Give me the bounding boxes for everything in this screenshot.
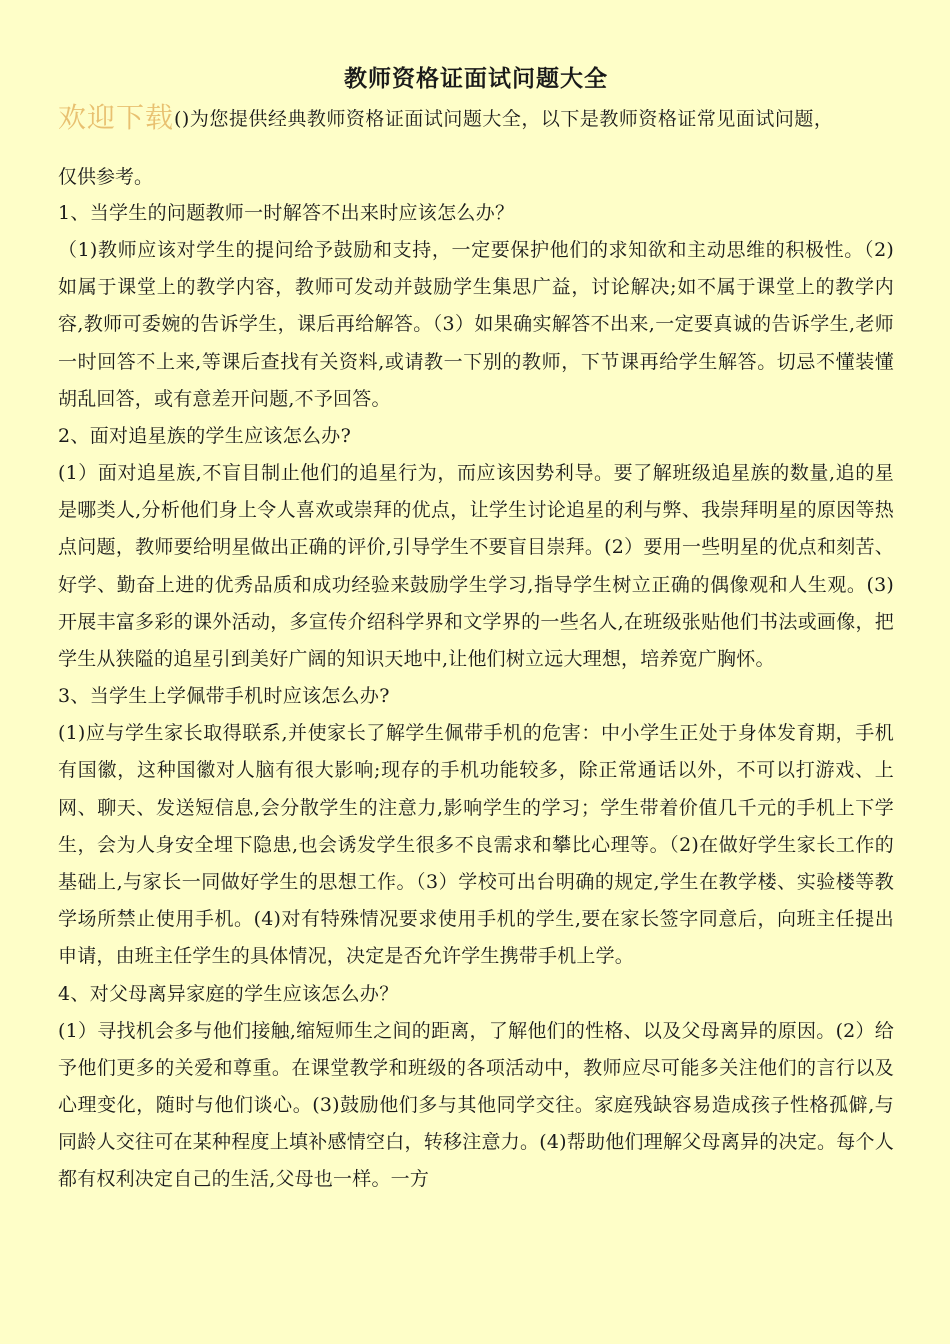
answer-3: (1)应与学生家长取得联系,并使家长了解学生佩带手机的危害：中小学生正处于身体发育期，手机有国徽，这种国徽对人脑有很大影响;现存的手机功能较多，除正常通话以外，不可以打游戏、上网、聊天、发送短信息,会分散学生的注意力,影响学生的学习；学生带着价值几千元的手机上下学生，会为人身安全埋下隐患,也会诱发学生很多不良需求和攀比心理等。（2)在做好学生家长工作的基础上,与家长一同做好学生的思想工作。（3）学校可出台明确的规定,学生在教学楼、实验楼等教学场所禁止使用手机。(4)对有特殊情况要求使用手机的学生,要在家长签字同意后，向班主任提出申请，由班主任学生的具体情况，决定是否允许学生携带手机上学。: [58, 722, 894, 968]
question-1: 1、当学生的问题教师一时解答不出来时应该怎么办？: [58, 202, 515, 224]
intro-text: ()为您提供经典教师资格证面试问题大全，以下是教师资格证常见面试问题，: [174, 108, 834, 130]
intro-tail: 仅供参考。: [58, 166, 154, 188]
question-3: 3、当学生上学佩带手机时应该怎么办?: [58, 685, 390, 708]
answer-4: (1）寻找机会多与他们接触,缩短师生之间的距离，了解他们的性格、以及父母离异的原因。(2）给予他们更多的关爱和尊重。在课堂教学和班级的各项活动中，教师应尽可能多关注他们的言行以及心理变化，随时与他们谈心。(3)鼓励他们多与其他同学交往。家庭残缺容易造成孩子性格孤僻,与同龄人交往可在某种程度上填补感情空白，转移注意力。(4)帮助他们理解父母离异的决定。每个人都有权利决定自己的生活,父母也一样。一方: [58, 1019, 894, 1191]
answer-2: (1）面对追星族,不盲目制止他们的追星行为，而应该因势利导。要了解班级追星族的数量,追的星是哪类人,分析他们身上令人喜欢或崇拜的优点，让学生讨论追星的利与弊、我崇拜明星的原因等热点问题，教师要给明星做出正确的评价,引导学生不要盲目崇拜。(2）要用一些明星的优点和刻苦、好学、勤奋上进的优秀品质和成功经验来鼓励学生学习,指导学生树立正确的偶像观和人生观。(3)开展丰富多彩的课外活动，多宣传介绍科学界和文学界的一些名人,在班级张贴他们书法或画像，把学生从狭隘的追星引到美好广阔的知识天地中,让他们树立远大理想，培养宽广胸怀。: [58, 462, 894, 671]
answer-1: （1)教师应该对学生的提问给予鼓励和支持，一定要保护他们的求知欲和主动思维的积极性。（2)如属于课堂上的教学内容，教师可发动并鼓励学生集思广益，讨论解决;如不属于课堂上的教学内容,教师可委婉的告诉学生，课后再给解答。（3）如果确实解答不出来,一定要真诚的告诉学生,老师一时回答不上来,等课后查找有关资料,或请教一下别的教师，下节课再给学生解答。切忌不懂装懂胡乱回答，或有意差开问题,不予回答。: [58, 239, 894, 410]
document-page: [58, 62, 894, 1199]
intro-paragraph: [58, 100, 894, 195]
question-4: 4、对父母离异家庭的学生应该怎么办？: [58, 982, 399, 1005]
question-2: 2、面对追星族的学生应该怎么办?: [58, 425, 352, 448]
download-watermark: 欢迎下载: [58, 101, 175, 134]
document-title: 教师资格证面试问题大全: [344, 65, 608, 92]
